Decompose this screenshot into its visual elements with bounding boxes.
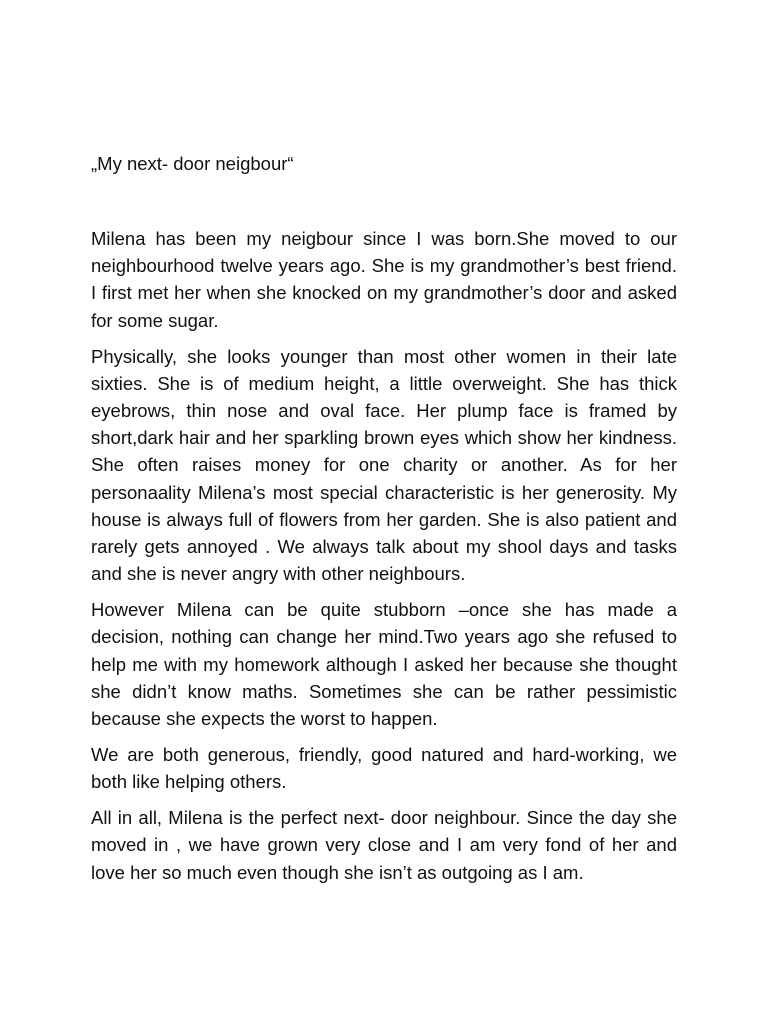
paragraph: All in all, Milena is the perfect next- door neighbour. Since the day she moved in , we have grown very close and I am very fond of her and love her so much even though she isn’t as outgoing as I am.	[91, 807, 677, 883]
paragraph: However Milena can be quite stubborn –once she has made a decision, nothing can change her mind.Two years ago she refused to help me with my homework although I asked her because she thought she didn’t know maths. Sometimes she can be rather pessimistic because she expects the worst to happen.	[91, 599, 677, 730]
paragraph: Physically, she looks younger than most other women in their late sixties. She is of medium height, a little overweight. She has thick eyebrows, thin nose and oval face. Her plump face is framed by short,dark hair and her sparkling brown eyes which show her kindness. She often raises money for one charity or another. As for her personaality Milena’s most special characteristic is her generosity. My house is always full of flowers from her garden. She is also patient and rarely gets annoyed . We always talk about my shool days and tasks and she is never angry with other neighbours.	[91, 345, 677, 585]
paragraph: We are both generous, friendly, good natured and hard-working, we both like helping others.	[91, 744, 677, 793]
paragraph: Milena has been my neigbour since I was born.She moved to our neighbourhood twelve years ago. She is my grandmother’s best friend. I first met her when she knocked on my grandmother’s door and asked for some sugar.	[91, 228, 677, 331]
document-body	[91, 225, 677, 895]
document-title: „My next- door neigbour“	[91, 153, 294, 174]
